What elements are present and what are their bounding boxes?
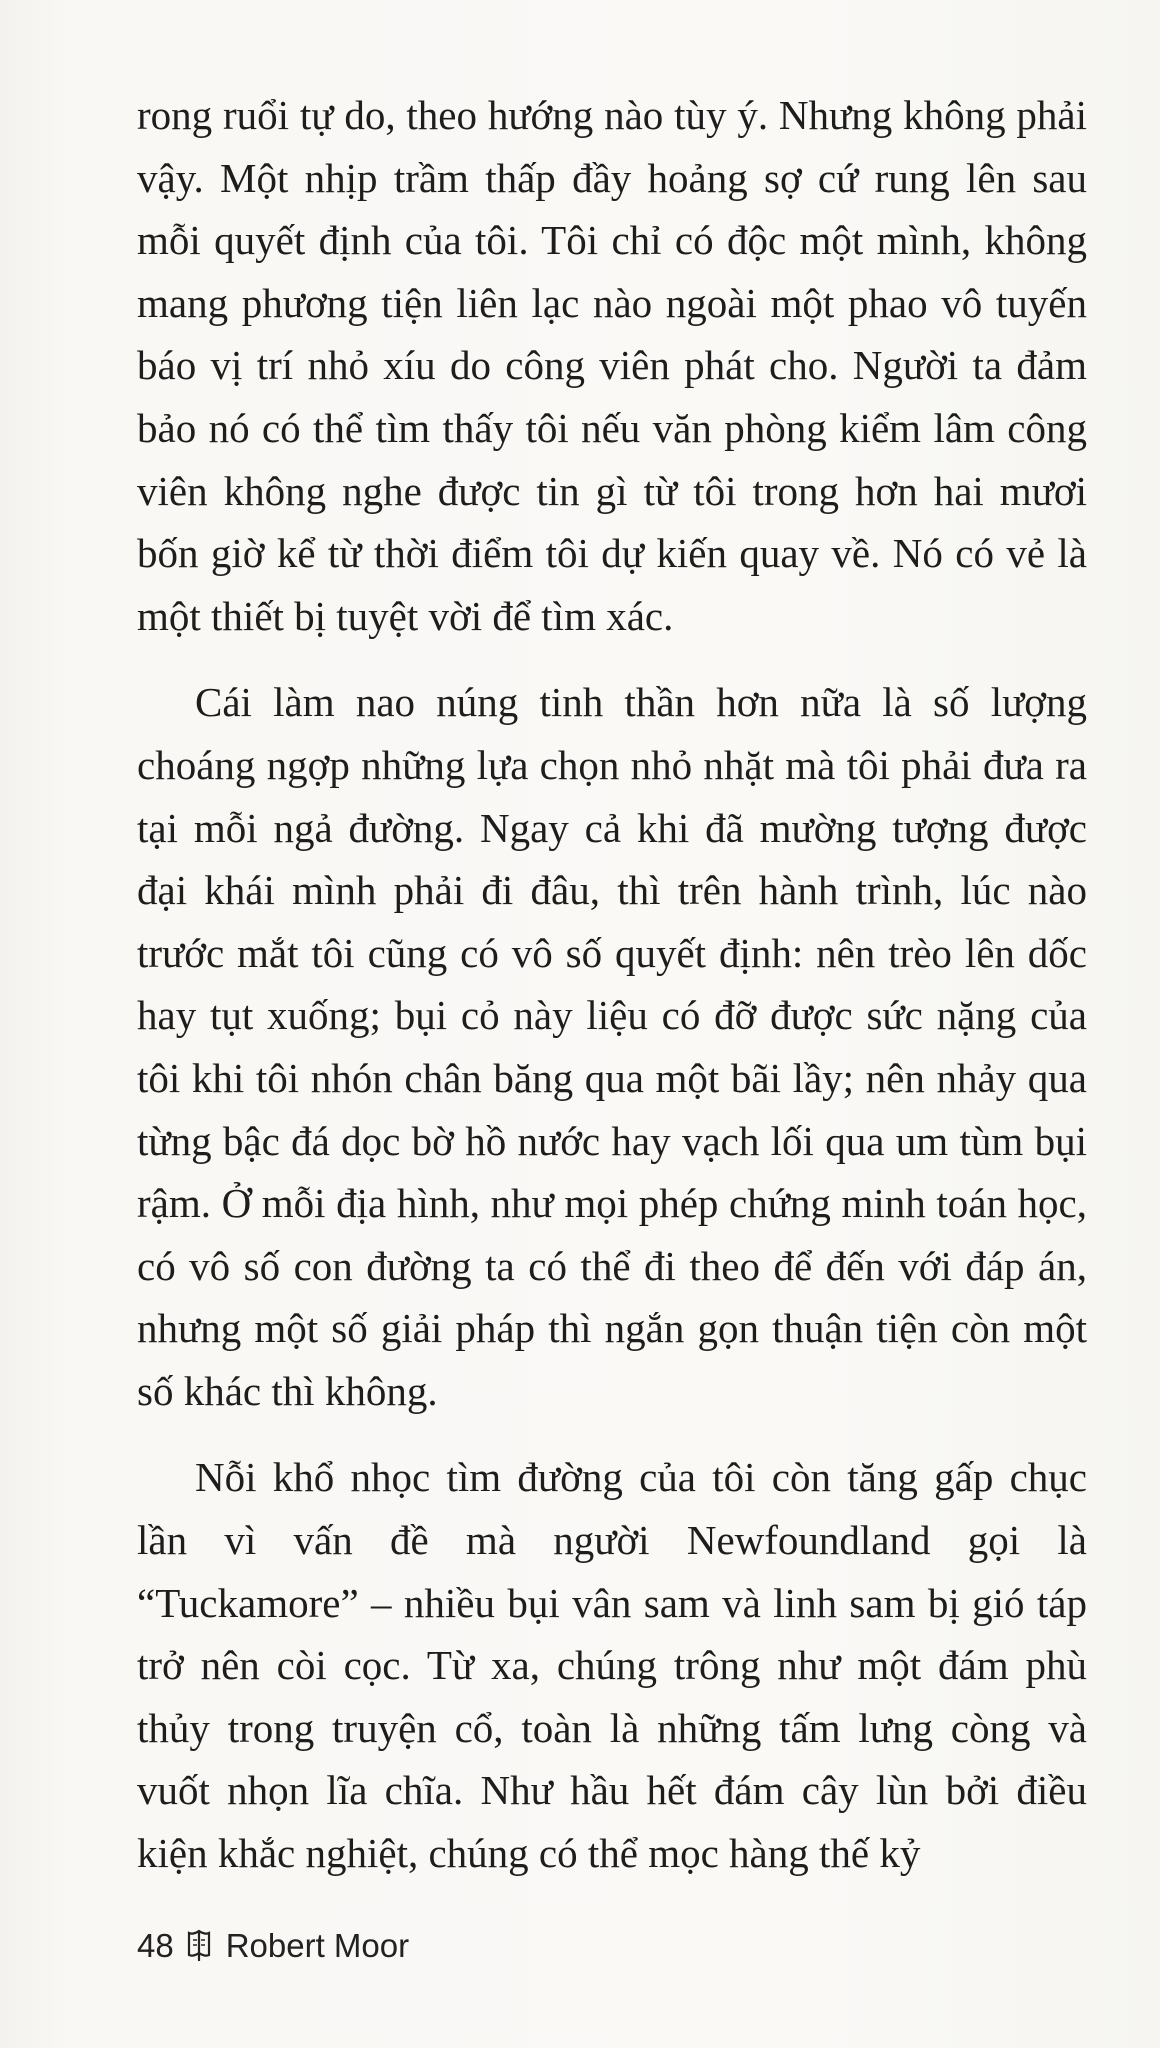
page-footer (137, 1922, 409, 1970)
page-number: 48 (137, 1927, 174, 1964)
author-name: Robert Moor (225, 1927, 410, 1964)
book-ornament-icon (186, 1928, 212, 1964)
paragraph-3: Nỗi khổ nhọc tìm đường của tôi còn tăng gấp chục lần vì vấn đề mà người Newfoundland gọi là “Tuckamore” – nhiều bụi vân sam và linh sam bị gió táp trở nên còi cọc. Từ xa, chúng trông như một đám phù thủy trong truyện cổ, toàn là những tấm lưng còng và vuốt nhọn lĩa chĩa. Như hầu hết đám cây lùn bởi điều kiện khắc nghiệt, chúng có thể mọc hàng thế kỷ (137, 1454, 1087, 1877)
paragraph-1: rong ruổi tự do, theo hướng nào tùy ý. Nhưng không phải vậy. Một nhịp trầm thấp đầy hoảng sợ cứ rung lên sau mỗi quyết định của tôi. Tôi chỉ có độc một mình, không mang phương tiện liên lạc nào ngoài một phao vô tuyến báo vị trí nhỏ xíu do công viên phát cho. Người ta đảm bảo nó có thể tìm thấy tôi nếu văn phòng kiểm lâm công viên không nghe được tin gì từ tôi trong hơn hai mươi bốn giờ kể từ thời điểm tôi dự kiến quay về. Nó có vẻ là một thiết bị tuyệt vời để tìm xác. (137, 92, 1087, 639)
paragraph-2: Cái làm nao núng tinh thần hơn nữa là số lượng choáng ngợp những lựa chọn nhỏ nhặt mà tôi phải đưa ra tại mỗi ngả đường. Ngay cả khi đã mường tượng được đại khái mình phải đi đâu, thì trên hành trình, lúc nào trước mắt tôi cũng có vô số quyết định: nên trèo lên dốc hay tụt xuống; bụi cỏ này liệu có đỡ được sức nặng của tôi khi tôi nhón chân băng qua một bãi lầy; nên nhảy qua từng bậc đá dọc bờ hồ nước hay vạch lối qua um tùm bụi rậm. Ở mỗi địa hình, như mọi phép chứng minh toán học, có vô số con đường ta có thể đi theo để đến với đáp án, nhưng một số giải pháp thì ngắn gọn thuận tiện còn một số khác thì không. (137, 679, 1087, 1414)
body-text (137, 84, 1087, 1909)
